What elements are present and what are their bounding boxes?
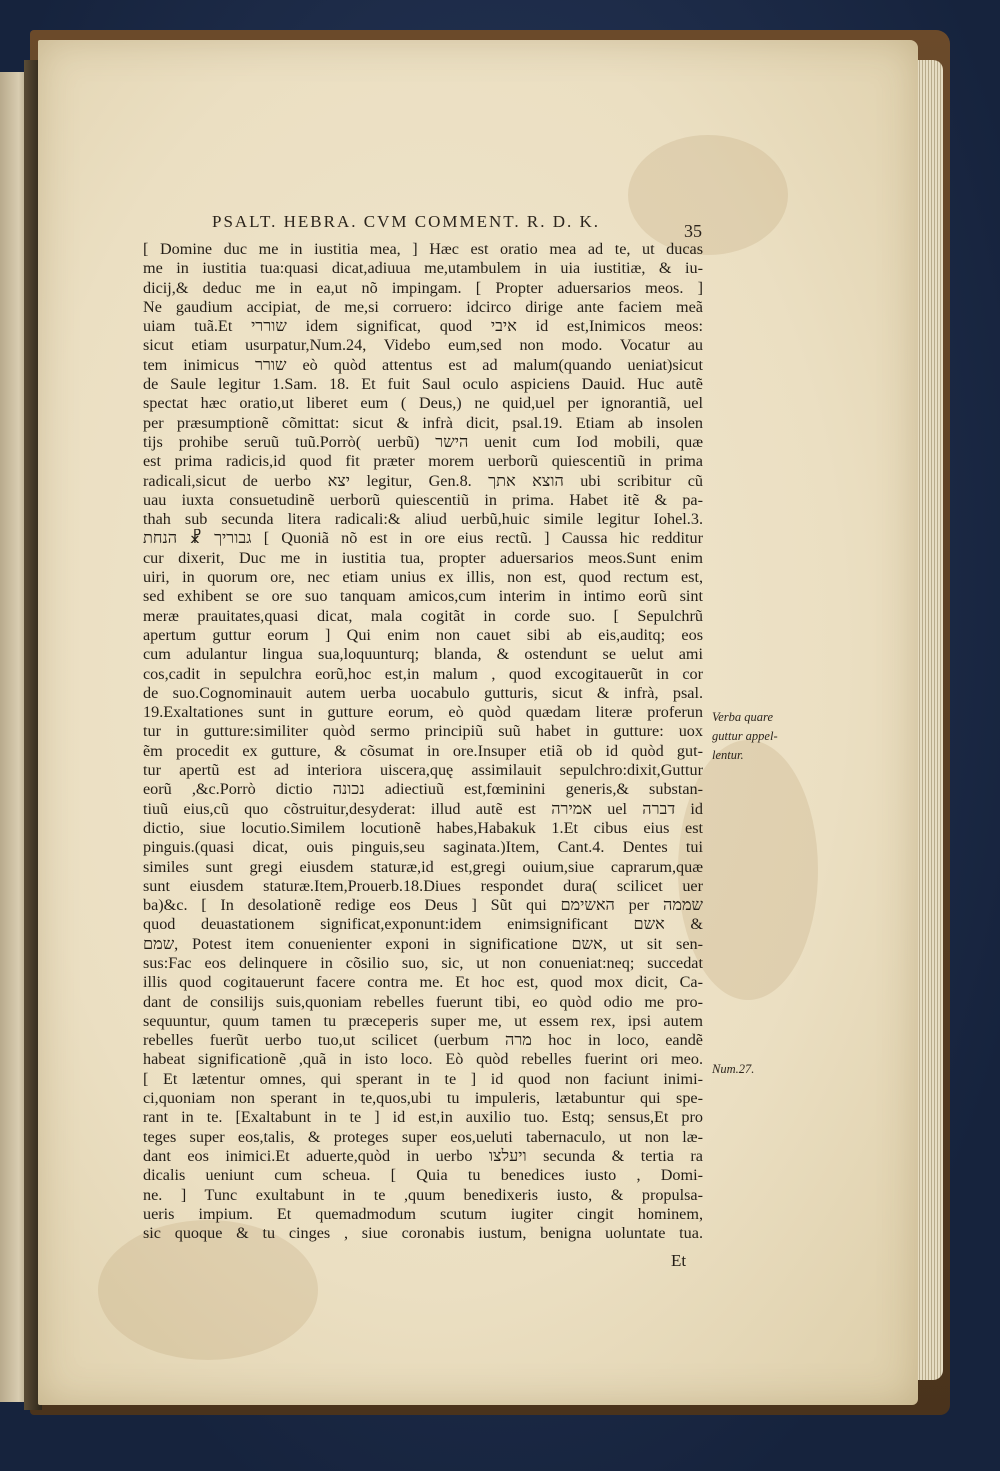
text-line: pinguis.(quasi dicat, ouis pinguis,seu saginata.)Item, Cant.4. Dentes tui bbox=[143, 838, 703, 857]
commentary-text bbox=[143, 240, 703, 1243]
text-line: cur dixerit, Duc me in iustitia tua, propter aduersarios meos.Sunt enim bbox=[143, 548, 703, 567]
text-line: cos,cadit in sepulchra eorũ,hoc est,in malum , quod excogitauerũt in cor bbox=[143, 664, 703, 683]
text-line: meræ prauitates,quasi dicat, mala cogitãt in corde suo. [ Sepulchrũ bbox=[143, 606, 703, 625]
text-line: rant in te. [Exaltabunt in te ] id est,in auxilio tuo. Estq; sensus,Et pro bbox=[143, 1108, 703, 1127]
text-line: per præsumptionẽ cõmittat: sicut & infrà dicit, psal.19. Etiam ab insolen bbox=[143, 413, 703, 432]
text-line: similes sunt gregi eiusdem staturæ,id est,gregi ouium,siue caprarum,quæ bbox=[143, 857, 703, 876]
text-line: rebelles fuerũt uerbo tuo,ut scilicet (uerbum מרה hoc in loco, eandẽ bbox=[143, 1031, 703, 1050]
text-line: tiuũ eius,cũ quo cõstruitur,desyderat: illud autẽ est אמירה uel דברה id bbox=[143, 799, 703, 818]
text-line: ẽm procedit ex gutture, & cõsumat in ore.Insuper etiã ob id quòd gut- bbox=[143, 741, 703, 760]
text-line: sicut etiam usurpatur,Num.24, Videbo eum,sed non modo. Vocatur au bbox=[143, 336, 703, 355]
text-line: dicij,& deduc me in ea,ut nõ impingam. [ Propter aduersarios meos. ] bbox=[143, 278, 703, 297]
text-line: eorũ ,&c.Porrò dictio נכונה adiectiuũ est,fœminini generis,& substan- bbox=[143, 780, 703, 799]
text-line: est prima radicis,id quod fit præter morem uerborũ quiescentiũ in prima bbox=[143, 452, 703, 471]
text-line: dictio, siue locutio.Similem locutionẽ habes,Habakuk 1.Et cibus eius est bbox=[143, 818, 703, 837]
text-line: ci,quoniam non sperant in te,quos,ubi tu impuleris, lætabuntur qui spe- bbox=[143, 1089, 703, 1108]
text-line: tur in gutture:similiter quòd sermo principiũ suũ habet in gutture: uox bbox=[143, 722, 703, 741]
text-line: [ Domine duc me in iustitia mea, ] Hæc est oratio mea ad te, ut ducas bbox=[143, 240, 703, 258]
marginal-note-line: Verba quare bbox=[712, 710, 773, 724]
text-line: de suo.Cognominauit autem uerba uocabulo gutturis, sicut & infrà, psal. bbox=[143, 683, 703, 702]
text-line: Ne gaudium accipiat, de me,si corruero: idcirco dirige ante faciem meã bbox=[143, 297, 703, 316]
text-line: ne. ] Tunc exultabunt in te ,quum benedixeris iusto, & propulsa- bbox=[143, 1185, 703, 1204]
text-line: שמם, Potest item conuenienter exponi in significatione אשם, ut sit sen- bbox=[143, 934, 703, 953]
text-line: sus:Fac eos delinquere in cõsilio suo, sic, ut non conueniat:neq; succedat bbox=[143, 953, 703, 972]
text-line: sed exhibent se ore suo tanquam amicos,cum interim in intimo eorũ sint bbox=[143, 587, 703, 606]
text-line: habeat significationẽ ,quã in isto loco. Eò quòd rebelles fuerint ori meo. bbox=[143, 1050, 703, 1069]
text-line: 19.Exaltationes sunt in gutture eorum, eò quòd quædam literæ proferun bbox=[143, 703, 703, 722]
text-line: thah sub secunda litera radicali:& aliud uerbũ,huic simile legitur Iohel.3. bbox=[143, 510, 703, 529]
running-head: PSALT. HEBRA. CVM COMMENT. R. D. K. bbox=[212, 212, 601, 231]
text-line: sunt eiusdem staturæ.Item,Prouerb.18.Diues respondet dura( scilicet uer bbox=[143, 876, 703, 895]
marginal-note bbox=[712, 708, 822, 765]
text-line: apertum guttur eorum ] Qui enim non cauet sibi ab eis,auditq; eos bbox=[143, 625, 703, 644]
text-line: tur apertũ est ad interiora uiscera,quę assimilauit sepulchro:dixit,Guttur bbox=[143, 761, 703, 780]
text-line: teges super eos,talis, & proteges super eos,ueluti tabernaculo, ut non læ- bbox=[143, 1127, 703, 1146]
page-number: 35 bbox=[684, 221, 702, 241]
text-line: dicalis ueniunt cum scheua. [ Quia tu benedices iusto , Domi- bbox=[143, 1166, 703, 1185]
paper-stain bbox=[628, 135, 788, 255]
text-line: cum adulantur lingua sua,loquunturq; blanda, & ostendunt se uelut ami bbox=[143, 645, 703, 664]
catchword: Et bbox=[671, 1251, 687, 1270]
text-line: tem inimicus שורר eò quòd attentus est ad malum(quando ueniat)sicut bbox=[143, 355, 703, 374]
marginal-note-line: guttur appel- bbox=[712, 729, 778, 743]
text-line: quod deuastationem significat,exponunt:idem enimsignificant אשם & bbox=[143, 915, 703, 934]
text-line: de Saule legitur 1.Sam. 18. Et fuit Saul oculo aspiciens Dauid. Huc autẽ bbox=[143, 375, 703, 394]
text-line: ba)&c. [ In desolationẽ redige eos Deus ] Sũt qui האשימם per שממה bbox=[143, 896, 703, 915]
marginal-note-line: Num.27. bbox=[712, 1062, 755, 1076]
text-line: uiam tuã.Et שוררי idem significat, quod איבי id est,Inimicos meos: bbox=[143, 317, 703, 336]
text-line: me in iustitia tua:quasi dicat,adiuua me,utambulem in uia iustitiæ, & iu- bbox=[143, 259, 703, 278]
text-line: גבוריך ☧ הנחת [ Quoniã nõ est in ore eius rectũ. ] Caussa hic redditur bbox=[143, 529, 703, 548]
text-line: sic quoque & tu cinges , siue coronabis iustum, benigna uoluntate tua. bbox=[143, 1224, 703, 1243]
text-line: dant eos inimici.Et aduerte,quòd in uerbo ויעלצו secunda & tertia ra bbox=[143, 1146, 703, 1165]
marginal-note bbox=[712, 1060, 822, 1079]
text-line: [ Et lætentur omnes, qui sperant in te ] id quod non faciunt inimi- bbox=[143, 1069, 703, 1088]
text-line: radicali,sicut de uerbo יצא legitur, Gen.8. הוצא אתך ubi scribitur cũ bbox=[143, 471, 703, 490]
marginal-note-line: lentur. bbox=[712, 748, 744, 762]
text-line: uiri, in quorum ore, nec etiam unius ex illis, non est, quod rectum est, bbox=[143, 568, 703, 587]
text-line: uau iuxta consuetudinẽ uerborũ quiescentiũ in prima. Habet itẽ & pa- bbox=[143, 490, 703, 509]
text-line: dant de consilijs suis,quoniam rebelles fuerunt tibi, eo quòd odio me pro- bbox=[143, 992, 703, 1011]
text-line: tijs prohibe seruũ tuũ.Porrò( uerbũ) הישר uenit cum Iod mobili, quæ bbox=[143, 432, 703, 451]
text-line: sequuntur, quum tamen tu præceperis super me, ut essem rex, ipsi autem bbox=[143, 1011, 703, 1030]
text-line: illis quod cogitauerunt facere contra me. Et hoc est, quod mox dicit, Ca- bbox=[143, 973, 703, 992]
text-line: ueris impium. Et quemadmodum scutum iugiter cingit hominem, bbox=[143, 1204, 703, 1223]
text-line: spectat hæc oratio,ut liberet eum ( Deus,) ne quid,uel per ignorantiã, uel bbox=[143, 394, 703, 413]
